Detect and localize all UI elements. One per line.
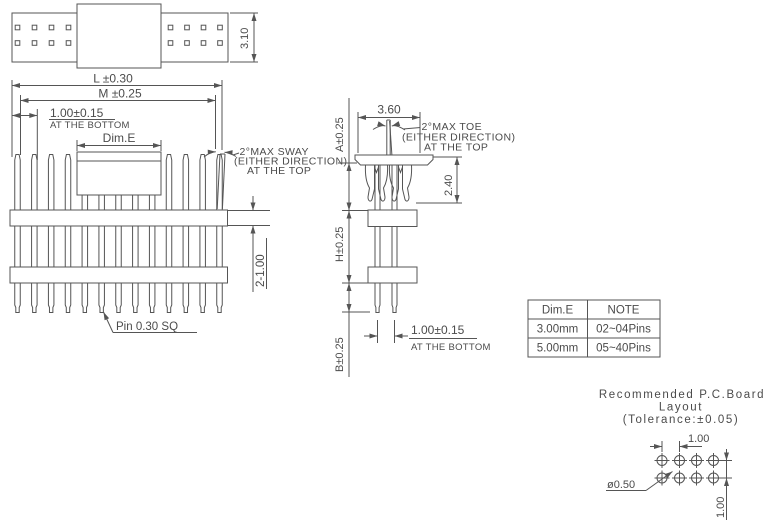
pin-square	[15, 25, 20, 30]
pin-square	[15, 41, 20, 46]
front-view	[10, 72, 347, 334]
sway-pin-line	[222, 154, 225, 209]
pin	[183, 155, 189, 313]
pcb-pitch-y-label: 1.00	[715, 496, 727, 518]
table-cell: 3.00mm	[536, 323, 579, 336]
table-cell: 02~04Pins	[596, 323, 651, 336]
pcb-pitch-x-label: 1.00	[688, 433, 710, 445]
pin	[15, 155, 21, 313]
top-view-height-dim: 3.10	[239, 27, 251, 49]
sway-arrow	[204, 152, 216, 157]
pcb-layout	[599, 389, 765, 520]
pin-square	[66, 41, 71, 46]
table-cell: 05~40Pins	[596, 342, 651, 355]
top-view-body-left	[12, 13, 77, 62]
sway-note-line2: (EITHER DIRECTION)	[234, 155, 348, 168]
table-header-note: NOTE	[607, 304, 640, 317]
pin-square	[49, 25, 54, 30]
toe-arrow	[373, 126, 386, 130]
dim-b-label: B±0.25	[334, 337, 346, 372]
pin-square	[168, 25, 173, 30]
side-pitch-label: 1.00±0.15	[411, 323, 465, 337]
toe-note-line2: (EITHER DIRECTION)	[402, 131, 516, 144]
table-header-dime: Dim.E	[541, 304, 574, 317]
pin-size-label: Pin 0.30 SQ	[116, 321, 179, 333]
pin-square	[185, 41, 190, 46]
pin	[166, 155, 172, 313]
pin	[375, 165, 380, 313]
leader-line	[104, 312, 114, 333]
top-width-label: 3.60	[377, 102, 401, 117]
spacer-block-bottom	[368, 267, 417, 283]
dim-m-label: M ±0.25	[98, 86, 142, 101]
pin	[200, 155, 206, 313]
flange	[355, 155, 433, 165]
hole-dia-label: ø0.50	[607, 479, 636, 491]
top-view	[12, 4, 258, 68]
pin-square	[201, 25, 206, 30]
toe-arrow	[392, 126, 405, 130]
pin	[65, 155, 71, 313]
pin-square	[49, 41, 54, 46]
dim-e-label: Dim.E	[102, 131, 136, 145]
pin-square	[218, 41, 223, 46]
board-lock-clips	[365, 165, 411, 201]
top-view-body-right	[161, 13, 228, 62]
pin	[48, 155, 54, 313]
dim-a-label: A±0.25	[334, 117, 346, 152]
dim-l-label: L ±0.30	[93, 71, 133, 86]
clip-dim-label: 2.40	[443, 174, 455, 196]
leader-line	[403, 128, 421, 130]
pitch-note-label: AT THE BOTTOM	[50, 120, 130, 131]
pin-square	[185, 25, 190, 30]
insulator-dim-label: 2-1.00	[255, 254, 267, 287]
pcb-title-line3: (Tolerance:±0.05)	[622, 414, 740, 426]
pin	[32, 155, 38, 313]
side-pitch-note-label: AT THE BOTTOM	[411, 342, 491, 353]
pin	[217, 155, 223, 313]
sway-note-line3: AT THE TOP	[247, 165, 312, 177]
toe-note-line3: AT THE TOP	[424, 141, 489, 154]
insulator-bar-bottom	[10, 267, 228, 283]
toe-note-line1: 2°MAX TOE	[421, 121, 483, 133]
pin-square	[201, 41, 206, 46]
clip-prong	[403, 165, 412, 201]
spacer-block-top	[368, 210, 417, 227]
spec-table	[528, 300, 660, 357]
pin-square	[32, 25, 37, 30]
top-view-center-block	[77, 4, 161, 68]
side-view	[334, 98, 515, 377]
pin-square	[66, 25, 71, 30]
insulator-bar-top	[10, 210, 228, 226]
pitch-label: 1.00±0.15	[50, 106, 104, 120]
pcb-title-line1: Recommended P.C.Board	[598, 389, 766, 401]
pcb-holes	[655, 453, 722, 486]
pin-square	[218, 25, 223, 30]
pin-square	[168, 41, 173, 46]
pickup-cap	[77, 152, 161, 195]
clip-prong	[365, 165, 374, 201]
pcb-title-line2: Layout	[658, 401, 704, 414]
clip-notch	[399, 167, 403, 173]
pin-square	[32, 41, 37, 46]
dim-h-label: H±0.25	[334, 226, 346, 262]
table-cell: 5.00mm	[536, 342, 579, 355]
sway-note-line1: 2°MAX SWAY	[239, 146, 309, 158]
